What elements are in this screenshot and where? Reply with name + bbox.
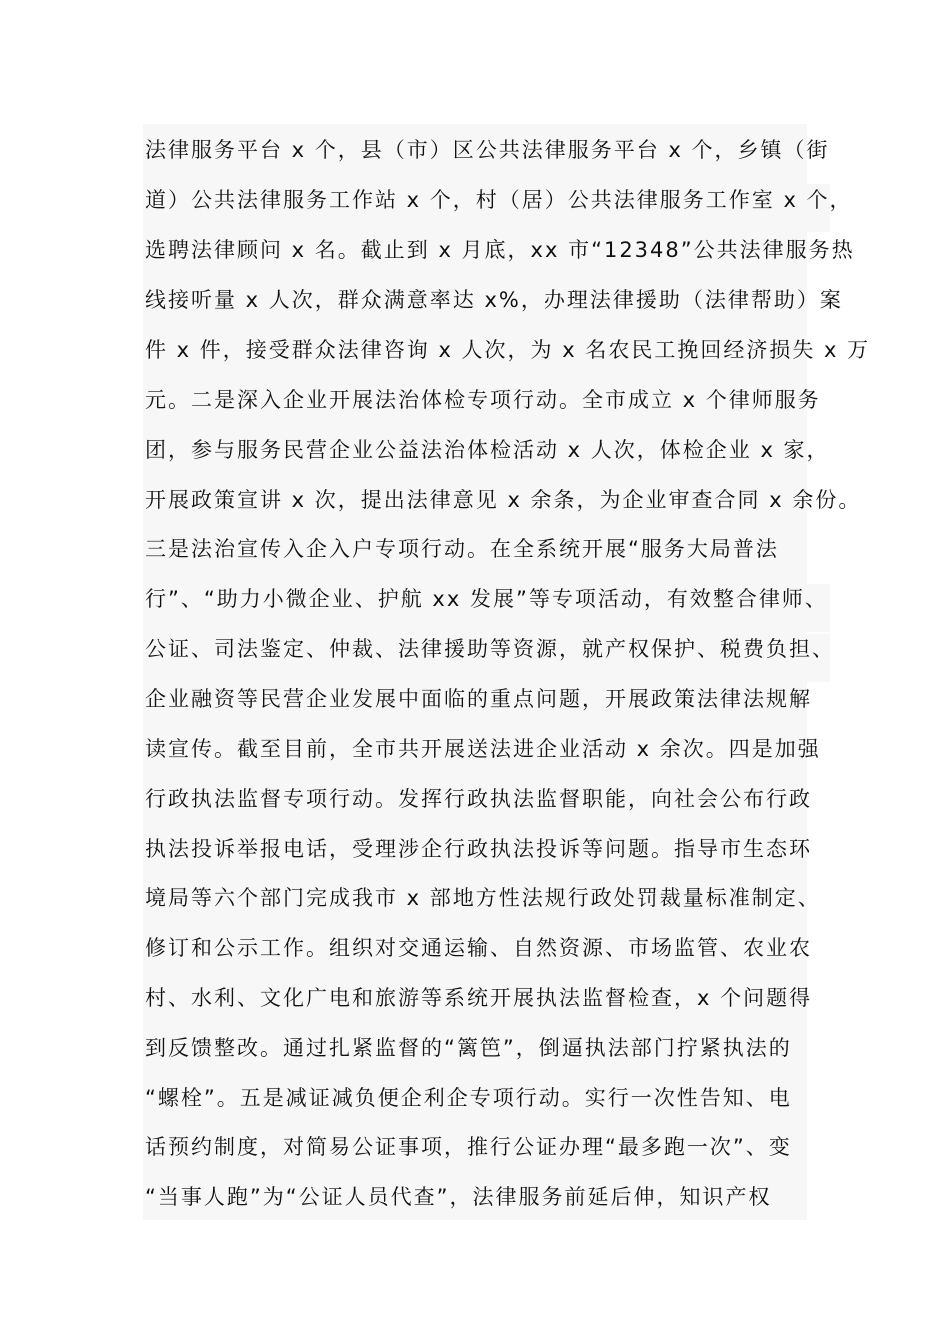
- body-text-line: 行政执法监督专项行动。发挥行政执法监督职能，向社会公布行政: [145, 787, 812, 811]
- body-text-line: 元。二是深入企业开展法治体检专项行动。全市成立 x 个律师服务: [145, 388, 821, 412]
- body-text-line: 线接听量 x 人次，群众满意率达 x%，办理法律援助（法律帮助）案: [145, 288, 843, 312]
- body-text-line: 村、水利、文化广电和旅游等系统开展执法监督检查，x 个问题得: [145, 986, 813, 1010]
- body-text-line: “当事人跑”为“公证人员代查”，法律服务前延后伸，知识产权: [145, 1185, 772, 1209]
- body-text-line: 企业融资等民营企业发展中面临的重点问题，开展政策法律法规解: [145, 687, 812, 711]
- body-text-line: 境局等六个部门完成我市 x 部地方性法规行政处罚裁量标准制定、: [145, 886, 821, 910]
- body-text-line: 到反馈整改。通过扎紧监督的“篱笆”，倒逼执法部门拧紧执法的: [145, 1036, 792, 1060]
- body-text-line: 团，参与服务民营企业公益法治体检活动 x 人次，体检企业 x 家，: [145, 438, 830, 462]
- body-text-line: 修订和公示工作。组织对交通运输、自然资源、市场监管、农业农: [145, 936, 812, 960]
- body-text-line: 话预约制度，对简易公证事项，推行公证办理“最多跑一次”、变: [145, 1135, 792, 1159]
- body-text-line: 道）公共法律服务工作站 x 个，村（居）公共法律服务工作室 x 个，: [145, 188, 853, 212]
- body-text-line: 三是法治宣传入企入户专项行动。在全系统开展“服务大局普法: [145, 537, 779, 561]
- body-text-line: 开展政策宣讲 x 次，提出法律意见 x 余条，为企业审查合同 x 余份。: [145, 488, 862, 512]
- body-text-line: “螺栓”。五是减证减负便企利企专项行动。实行一次性告知、电: [145, 1086, 792, 1110]
- body-text-line: 执法投诉举报电话，受理涉企行政执法投诉等问题。指导市生态环: [145, 837, 812, 861]
- body-text-line: 读宣传。截至目前，全市共开展送法进企业活动 x 余次。四是加强: [145, 737, 821, 761]
- body-text-line: 法律服务平台 x 个，县（市）区公共法律服务平台 x 个，乡镇（街: [145, 138, 830, 162]
- body-text-line: 选聘法律顾问 x 名。截止到 x 月底，xx 市“12348”公共法律服务热: [145, 238, 855, 262]
- body-text-line: 件 x 件，接受群众法律咨询 x 人次，为 x 名农民工挽回经济损失 x 万: [145, 338, 871, 362]
- body-text-line: 公证、司法鉴定、仲裁、法律援助等资源，就产权保护、税费负担、: [145, 637, 835, 661]
- body-text-line: 行”、“助力小微企业、护航 xx 发展”等专项活动，有效整合律师、: [145, 587, 828, 611]
